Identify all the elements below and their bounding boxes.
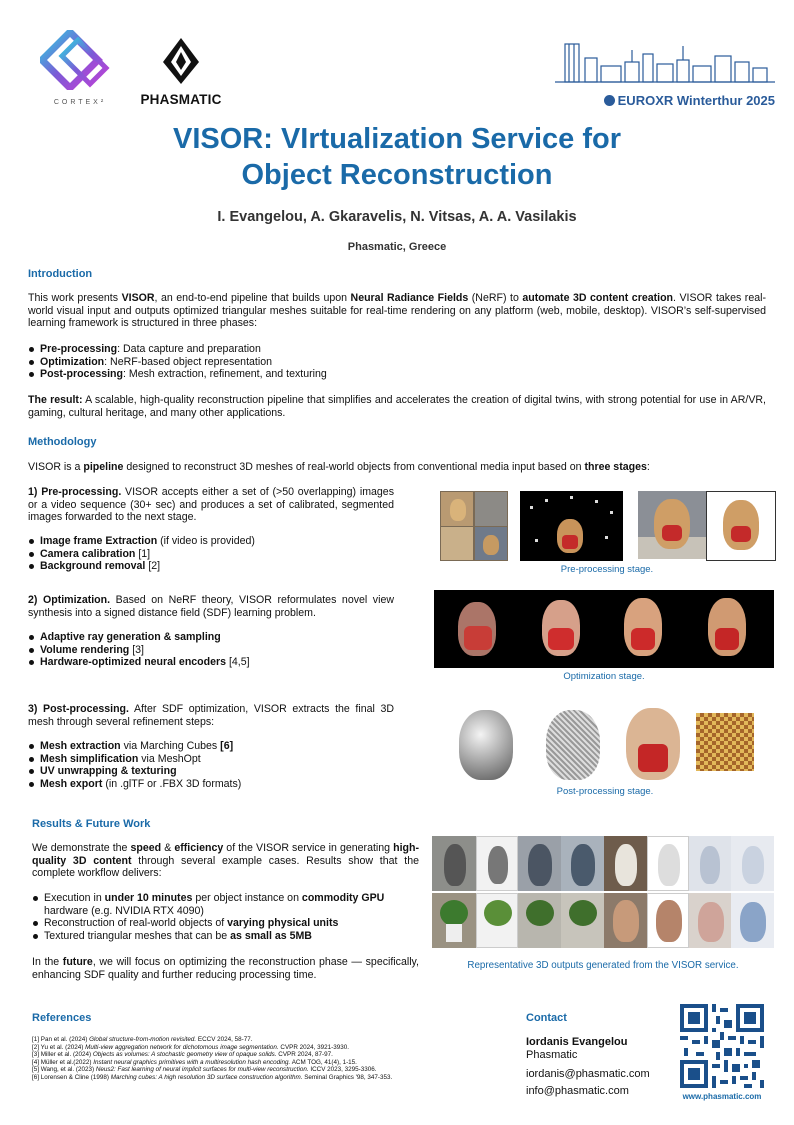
page-title [0, 121, 794, 193]
list-item: Textured triangular meshes that can be as small as 5MB [44, 930, 431, 943]
optimization-strip [434, 590, 774, 668]
contact-org: Phasmatic [526, 1049, 578, 1061]
phasmatic-logo-text: PHASMATIC [140, 92, 222, 107]
contact-block [526, 1036, 650, 1098]
stage2-list [28, 631, 406, 669]
contact-email-2[interactable]: info@phasmatic.com [526, 1085, 629, 1097]
cortex-logo [40, 30, 120, 110]
phasmatic-logo [135, 36, 227, 108]
cortex-logo-text: CORTEX² [53, 99, 107, 106]
qr-code-icon [680, 1004, 764, 1088]
list-item: Mesh export (in .glTF or .FBX 3D formats) [40, 778, 406, 791]
title-line-1: VISOR: VIrtualization Service for [173, 123, 621, 155]
euroxr-logo-text: EUROXR Winterthur 2025 [555, 93, 775, 108]
results-heading: Results & Future Work [32, 818, 151, 830]
preprocess-photo [638, 491, 706, 559]
cortex-logo-icon [40, 30, 120, 90]
list-item: Post-processing: Mesh extraction, refinement, and texturing [40, 368, 760, 381]
intro-paragraph: This work presents VISOR, an end-to-end pipeline that builds upon Neural Radiance Fields (NeRF) to automate 3D content creation. VISOR takes real-world visual input and outputs optimized triangular meshes suitable for real-time rendering on any platform (web, mobile, desktop). VISOR’s self-supervised learning framework is structured in three phases: [28, 292, 766, 330]
list-item: Camera calibration [1] [40, 548, 406, 561]
method-intro: VISOR is a pipeline designed to reconstruct 3D meshes of real-world objects from conventional media input based on three stages: [28, 461, 650, 473]
list-item: UV unwrapping & texturing [40, 765, 406, 778]
reference-item: [3] Miller et al. (2024) Objects as volumes: A stochastic geometry view of opaque solids. CVPR 2024, 87-97. [32, 1051, 333, 1058]
preprocess-segmented [706, 491, 776, 561]
references-list [32, 1036, 512, 1081]
list-item: Reconstruction of real-world objects of varying physical units [44, 917, 431, 930]
contact-heading: Contact [526, 1012, 567, 1024]
intro-phase-list [28, 343, 760, 381]
method-heading: Methodology [28, 436, 97, 448]
contact-email-1[interactable]: iordanis@phasmatic.com [526, 1068, 650, 1080]
postprocess-texture-atlas [696, 713, 754, 771]
euroxr-icon [604, 95, 615, 106]
stage3-text: 3) Post-processing. After SDF optimization, VISOR extracts the final 3D mesh through several refinement steps: [28, 703, 394, 728]
reference-item: [4] Müller et al.(2022) Instant neural graphics primitives with a multiresolution hash encoding. ACM TOG, 41(4), 1-15. [32, 1058, 357, 1066]
stage3-list [28, 740, 406, 790]
euroxr-logo [555, 36, 775, 112]
future-paragraph: In the future, we will focus on optimizing the reconstruction phase — specifically, enhancing SDF quality and further reducing processing time. [32, 956, 420, 981]
list-item: Mesh extraction via Marching Cubes [6] [40, 740, 406, 753]
stage1-text: 1) Pre-processing. VISOR accepts either a set of (>50 overlapping) images or a video sequence (30+ sec) and produces a set of calibrated, segmented images forwarded to the next stage. [28, 486, 394, 524]
stage2-text: 2) Optimization. Based on NeRF theory, VISOR reformulates novel view synthesis into a signed distance field (SDF) learning problem. [28, 594, 395, 619]
list-item: Adaptive ray generation & sampling [40, 631, 406, 644]
results-image-grid [432, 836, 774, 948]
results-list [32, 892, 431, 942]
list-item: Execution in under 10 minutes per object instance on commodity GPU hardware (e.g. NVIDIA RTX 4090) [44, 892, 431, 917]
phasmatic-logo-icon [159, 36, 203, 86]
results-caption: Representative 3D outputs generated from the VISOR service. [467, 960, 739, 971]
postprocess-caption: Post-processing stage. [556, 786, 654, 797]
preprocess-photo-grid [440, 491, 508, 561]
intro-result: The result: A scalable, high-quality reconstruction pipeline that simplifies and accelerates the creation of digital twins, with strong potential for use in AR/VR, gaming, cultural heritage, and many other applications. [28, 394, 766, 419]
preprocess-camera-cloud [520, 491, 623, 561]
reference-item: [5] Wang, et al. (2023) Neus2: Fast learning of neural implicit surfaces for multi-view reconstruction. ICCV 2023, 3295-3306. [32, 1066, 377, 1073]
postprocess-textured [622, 704, 684, 782]
list-item: Volume rendering [3] [40, 644, 406, 657]
reference-item: [1] Pan et al. (2024) Global structure-from-motion revisited. ECCV 2024, 58-77. [32, 1036, 253, 1043]
list-item: Optimization: NeRF-based object representation [40, 356, 760, 369]
contact-name: Iordanis Evangelou [526, 1036, 628, 1048]
reference-item: [2] Yu et al. (2024) Multi-view aggregation network for dichotomous image segmentation. CVPR 2024, 3921-3930. [32, 1043, 350, 1051]
list-item: Background removal [2] [40, 560, 406, 573]
list-item: Pre-processing: Data capture and preparation [40, 343, 760, 356]
title-line-2: Object Reconstruction [241, 159, 553, 191]
postprocess-mesh [542, 706, 604, 782]
city-skyline-icon [555, 36, 775, 86]
references-heading: References [32, 1012, 92, 1024]
list-item: Image frame Extraction (if video is provided) [40, 535, 406, 548]
qr-code[interactable] [680, 1004, 764, 1088]
authors: I. Evangelou, A. Gkaravelis, N. Vitsas, A. A. Vasilakis [217, 209, 577, 225]
affiliation: Phasmatic, Greece [347, 241, 447, 253]
preprocess-caption: Pre-processing stage. [560, 564, 654, 575]
website-link[interactable]: www.phasmatic.com [682, 1092, 762, 1101]
postprocess-depth [455, 706, 517, 782]
results-paragraph: We demonstrate the speed & efficiency of the VISOR service in generating high-quality 3D content through several example cases. Results show that the complete workflow delivers: [32, 842, 419, 880]
list-item: Hardware-optimized neural encoders [4,5] [40, 656, 406, 669]
list-item: Mesh simplification via MeshOpt [40, 753, 406, 766]
intro-heading: Introduction [28, 268, 93, 280]
reference-item: [6] Lorensen & Cline (1998) Marching cubes: A high resolution 3D surface construction algorithm. Seminal Graphics '98, 347-353. [32, 1073, 393, 1081]
optimization-caption: Optimization stage. [563, 671, 645, 682]
stage1-list [28, 535, 406, 573]
